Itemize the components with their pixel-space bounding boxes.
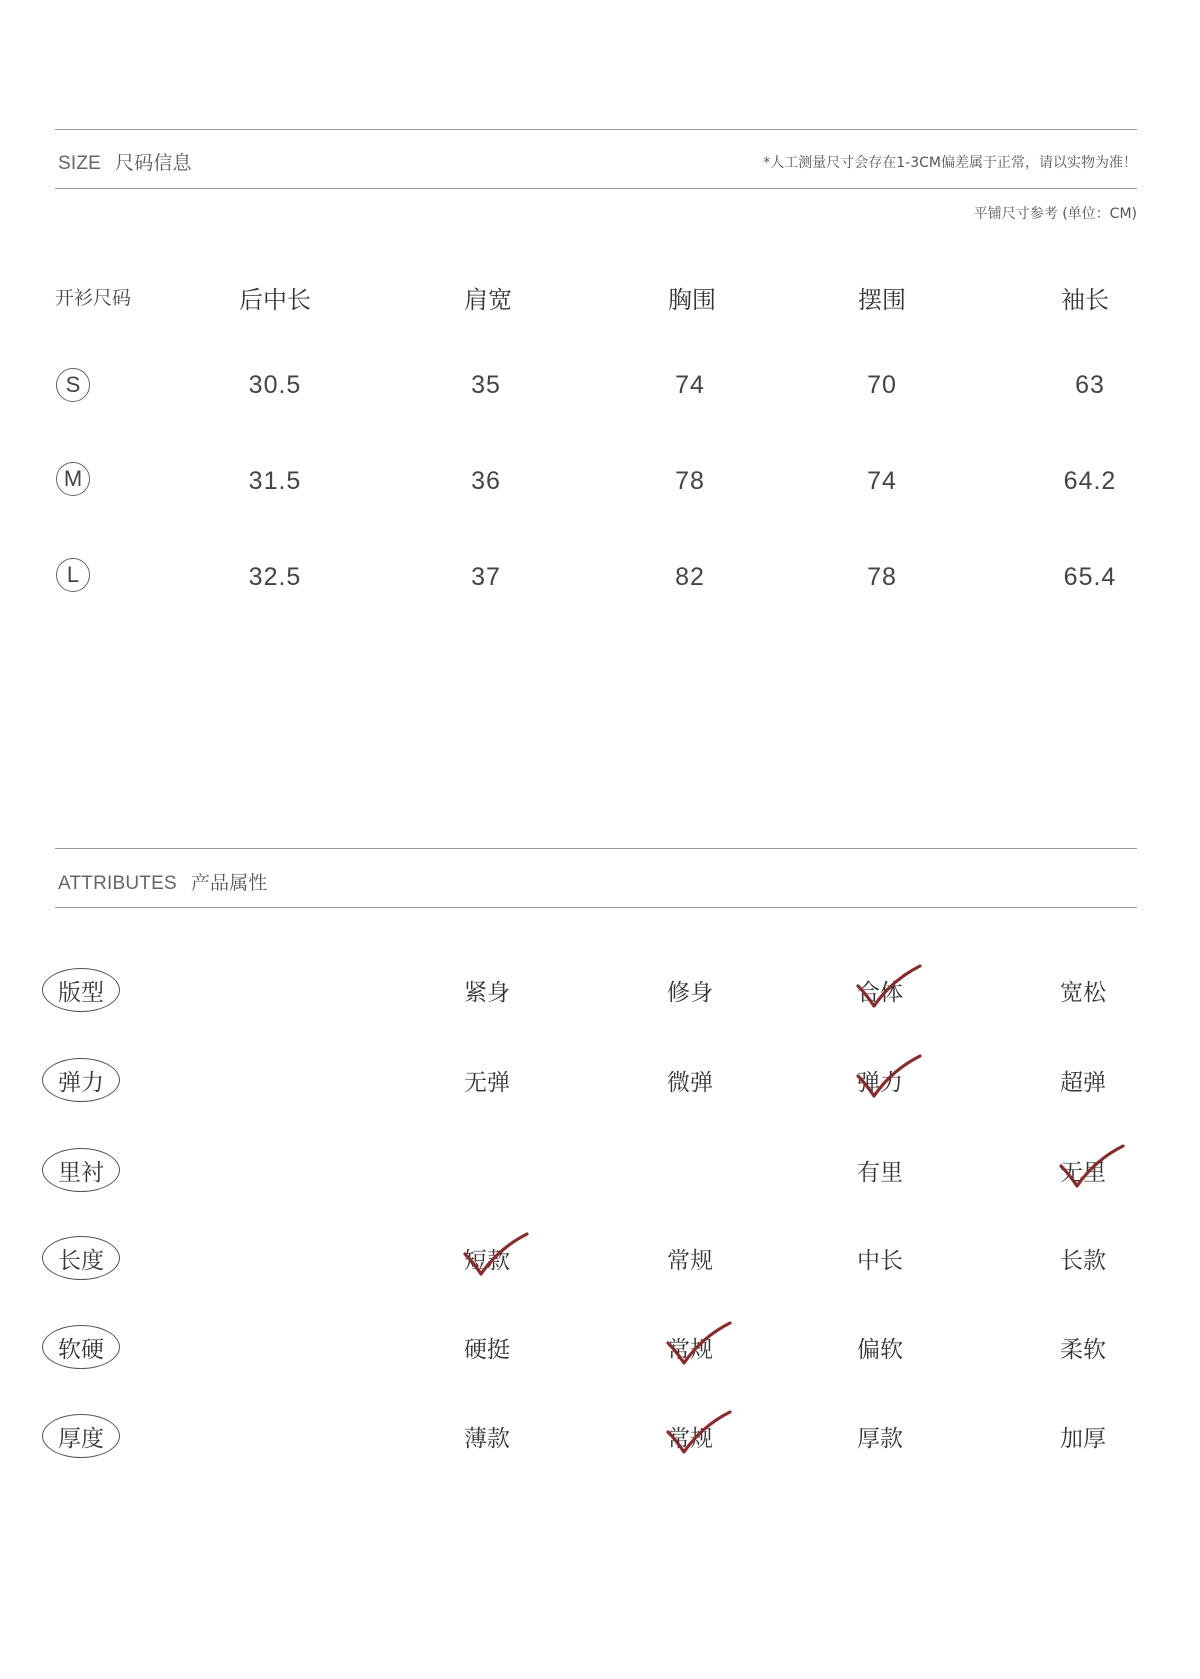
attributes-section-title: [58, 868, 268, 895]
size-badge-s: S: [56, 368, 90, 402]
attribute-name-badge: 软硬: [42, 1325, 120, 1369]
attributes-label-en: ATTRIBUTES: [58, 873, 177, 894]
table-cell: 78: [867, 563, 897, 591]
attribute-name-badge: 厚度: [42, 1414, 120, 1458]
size-label-en: SIZE: [58, 153, 102, 174]
size-column-header: 开衫尺码: [55, 287, 132, 309]
size-label-cn: 尺码信息: [115, 152, 192, 174]
table-cell: 36: [471, 467, 501, 495]
attribute-option: 常规: [667, 1248, 713, 1274]
attributes-top-divider: [55, 848, 1137, 849]
attribute-option: 合体: [857, 980, 903, 1006]
table-cell: 74: [675, 371, 705, 399]
size-section-title: [58, 148, 192, 175]
attribute-option: 加厚: [1060, 1426, 1106, 1452]
attribute-option: 中长: [857, 1248, 903, 1274]
attribute-option: 柔软: [1060, 1337, 1106, 1363]
attribute-option: 无里: [1060, 1160, 1106, 1186]
attribute-option: 短款: [464, 1248, 510, 1274]
table-cell: 78: [675, 467, 705, 495]
size-bottom-divider: [55, 188, 1137, 189]
table-cell: 70: [867, 371, 897, 399]
measurement-note: *人工测量尺寸会存在1-3CM偏差属于正常，请以实物为准！: [763, 155, 1137, 171]
header-shoulder: 肩宽: [464, 286, 512, 314]
attribute-option: 无弹: [464, 1070, 510, 1096]
unit-note: 平铺尺寸参考 (单位：CM): [973, 206, 1137, 222]
header-hem: 摆围: [858, 286, 906, 314]
size-badge-m: M: [56, 462, 90, 496]
header-sleeve: 袖长: [1061, 286, 1109, 314]
attribute-option: 微弹: [667, 1070, 713, 1096]
table-cell: 65.4: [1063, 563, 1117, 591]
attribute-name-badge: 里衬: [42, 1148, 120, 1192]
attribute-option: 有里: [857, 1160, 903, 1186]
table-cell: 64.2: [1063, 467, 1117, 495]
table-cell: 82: [675, 563, 705, 591]
size-badge-l: L: [56, 558, 90, 592]
table-cell: 37: [471, 563, 501, 591]
attribute-name-badge: 弹力: [42, 1058, 120, 1102]
table-cell: 32.5: [248, 563, 302, 591]
attribute-option: 薄款: [464, 1426, 510, 1452]
attribute-option: 超弹: [1060, 1070, 1106, 1096]
attribute-option: 厚款: [857, 1426, 903, 1452]
attribute-option: 硬挺: [464, 1337, 510, 1363]
table-cell: 31.5: [248, 467, 302, 495]
attribute-option: 修身: [667, 980, 713, 1006]
size-top-divider: [55, 129, 1137, 130]
attribute-option: 宽松: [1060, 980, 1106, 1006]
table-cell: 30.5: [248, 371, 302, 399]
table-cell: 63: [1075, 371, 1105, 399]
attribute-option: 常规: [667, 1337, 713, 1363]
attribute-name-badge: 长度: [42, 1236, 120, 1280]
attribute-option: 偏软: [857, 1337, 903, 1363]
attribute-option: 紧身: [464, 980, 510, 1006]
attribute-name-badge: 版型: [42, 968, 120, 1012]
attribute-option: 长款: [1060, 1248, 1106, 1274]
header-back-length: 后中长: [239, 286, 311, 314]
table-cell: 74: [867, 467, 897, 495]
attribute-option: 常规: [667, 1426, 713, 1452]
header-chest: 胸围: [668, 286, 716, 314]
attributes-bottom-divider: [55, 907, 1137, 908]
table-cell: 35: [471, 371, 501, 399]
attributes-label-cn: 产品属性: [190, 872, 268, 894]
attribute-option: 弹力: [857, 1070, 903, 1096]
